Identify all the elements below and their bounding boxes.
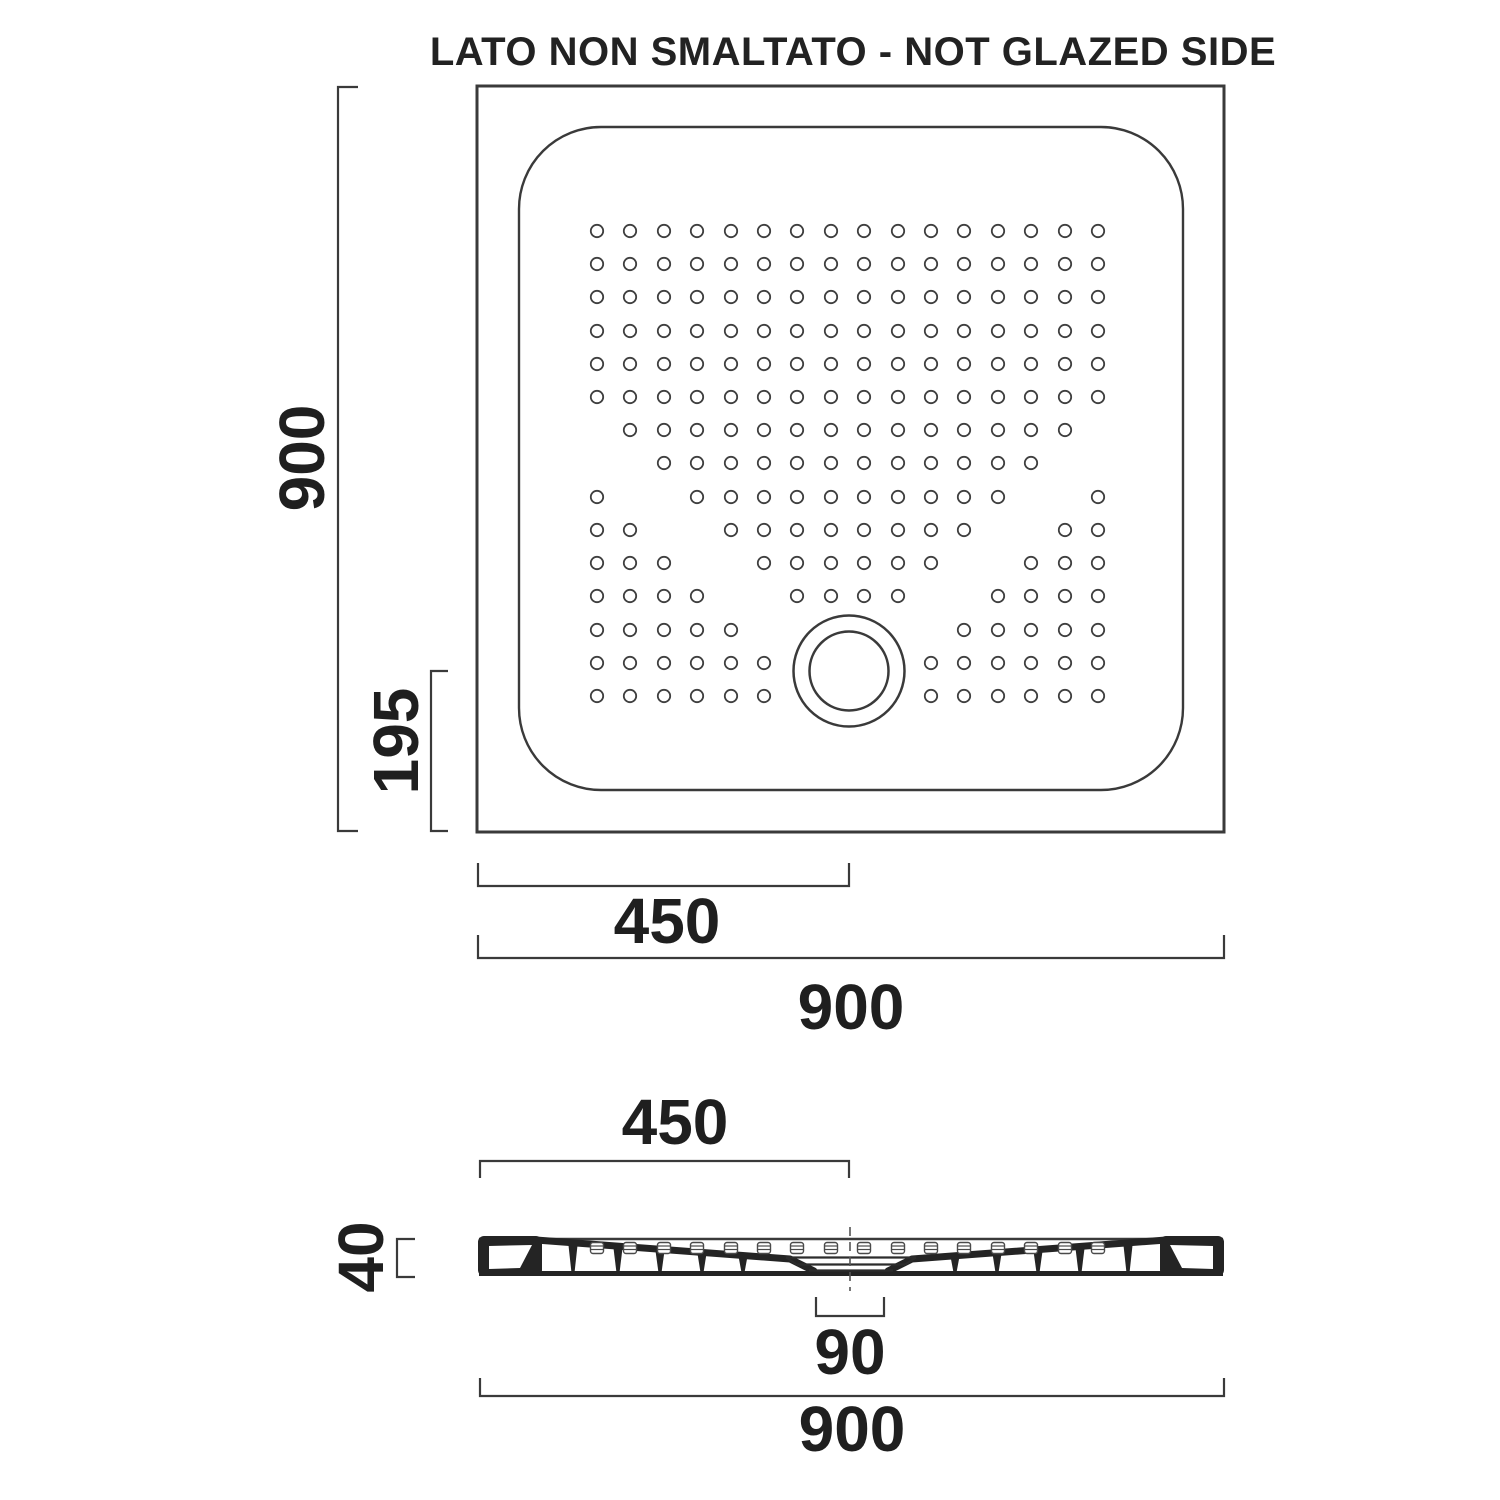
anti-slip-dot [624,391,636,403]
anti-slip-dot [691,491,703,503]
anti-slip-dot [958,424,970,436]
dim-top-left-height [266,87,358,831]
anti-slip-dot [958,657,970,669]
coil-mark [892,1243,905,1254]
anti-slip-dot [1025,557,1037,569]
anti-slip-dot [591,358,603,370]
section-coil-marks [591,1243,1105,1254]
anti-slip-dot [1059,325,1071,337]
anti-slip-dot [1092,657,1104,669]
coil-mark [858,1243,871,1254]
tray-inner-edge [519,127,1183,790]
anti-slip-dot [992,358,1004,370]
anti-slip-dot [825,424,837,436]
anti-slip-dot [758,457,770,469]
anti-slip-dot [758,391,770,403]
anti-slip-dot [758,325,770,337]
anti-slip-dot [791,557,803,569]
anti-slip-dot [892,424,904,436]
anti-slip-dot [825,491,837,503]
anti-slip-dot [758,358,770,370]
drawing-title: LATO NON SMALTATO - NOT GLAZED SIDE [429,30,1277,74]
anti-slip-dot [992,391,1004,403]
anti-slip-dot [992,325,1004,337]
anti-slip-dot [1025,690,1037,702]
anti-slip-dot [725,457,737,469]
anti-slip-dot [925,690,937,702]
anti-slip-dot [791,491,803,503]
anti-slip-dot [591,391,603,403]
anti-slip-dot [858,358,870,370]
anti-slip-dot [892,590,904,602]
dim-top-drain-offset [360,671,448,831]
coil-mark [825,1243,838,1254]
anti-slip-dot [691,358,703,370]
dim-label-900-section: 900 [798,1393,906,1465]
section-rib [950,1254,960,1272]
anti-slip-dot [1025,657,1037,669]
anti-slip-dot [624,590,636,602]
anti-slip-dot [725,657,737,669]
anti-slip-dot [858,424,870,436]
anti-slip-dot [1059,358,1071,370]
anti-slip-dot [691,325,703,337]
anti-slip-dot [892,524,904,536]
anti-slip-dot [925,657,937,669]
anti-slip-dot [725,258,737,270]
anti-slip-dot [691,258,703,270]
section-rib [1123,1241,1133,1272]
anti-slip-dot [958,457,970,469]
anti-slip-dot [925,424,937,436]
anti-slip-dot [925,258,937,270]
anti-slip-dot [858,457,870,469]
anti-slip-dot [658,325,670,337]
anti-slip-dot [825,291,837,303]
anti-slip-dot [958,225,970,237]
dim-top-width [478,935,1224,1043]
anti-slip-dot [758,524,770,536]
anti-slip-dot [658,657,670,669]
anti-slip-dot [858,291,870,303]
anti-slip-dot [1092,291,1104,303]
dim-label-40: 40 [325,1221,397,1293]
anti-slip-dot [958,291,970,303]
anti-slip-dot [691,690,703,702]
anti-slip-dot [925,358,937,370]
anti-slip-dot [624,657,636,669]
anti-slip-dot [1025,424,1037,436]
anti-slip-dot [791,590,803,602]
anti-slip-dot [691,391,703,403]
anti-slip-dot [1025,325,1037,337]
anti-slip-dot [925,391,937,403]
dim-section-half-width [480,1086,849,1178]
anti-slip-dot [1025,258,1037,270]
anti-slip-dot [992,590,1004,602]
anti-slip-dot [992,258,1004,270]
anti-slip-dot [1092,225,1104,237]
coil-mark [624,1243,637,1254]
anti-slip-dot [992,291,1004,303]
anti-slip-dot [825,391,837,403]
anti-slip-dot [958,325,970,337]
anti-slip-dot [825,225,837,237]
anti-slip-dot [892,291,904,303]
anti-slip-dot [658,690,670,702]
anti-slip-dot [1059,590,1071,602]
anti-slip-dot [992,657,1004,669]
anti-slip-dot [925,524,937,536]
anti-slip-dot [1025,391,1037,403]
anti-slip-dot [992,457,1004,469]
coil-mark [1059,1243,1072,1254]
anti-slip-dot [958,690,970,702]
anti-slip-dot [624,524,636,536]
anti-slip-dot [725,690,737,702]
anti-slip-dot [1059,424,1071,436]
anti-slip-dot [825,590,837,602]
anti-slip-dot [624,258,636,270]
anti-slip-dot [825,258,837,270]
anti-slip-dot [791,424,803,436]
anti-slip-dot [624,690,636,702]
anti-slip-dot [591,258,603,270]
tray-outer-edge [477,86,1224,832]
anti-slip-dot [1092,258,1104,270]
anti-slip-dot [825,524,837,536]
anti-slip-dot [791,325,803,337]
anti-slip-dot [758,291,770,303]
coil-mark [591,1243,604,1254]
anti-slip-dot [892,325,904,337]
section-rib [738,1253,748,1272]
anti-slip-dot [691,291,703,303]
anti-slip-dot [758,491,770,503]
anti-slip-dot [725,491,737,503]
section-left-rim [478,1236,542,1276]
top-view [477,86,1224,832]
coil-mark [758,1243,771,1254]
dim-label-195: 195 [360,687,432,795]
anti-slip-dot [1059,258,1071,270]
anti-slip-dot [1059,225,1071,237]
coil-mark [725,1243,738,1254]
anti-slip-dot [958,358,970,370]
anti-slip-dot [791,358,803,370]
anti-slip-dot [858,557,870,569]
dim-label-900-top: 900 [797,971,905,1043]
anti-slip-dot [624,557,636,569]
anti-slip-dot [591,291,603,303]
anti-slip-dot [691,225,703,237]
anti-slip-dot [658,457,670,469]
anti-slip-dot [591,690,603,702]
anti-slip-dot [858,491,870,503]
anti-slip-dot [992,624,1004,636]
anti-slip-dot [758,557,770,569]
anti-slip-dot [591,657,603,669]
section-left-slope [536,1240,814,1271]
anti-slip-dot [1092,624,1104,636]
anti-slip-dot [591,624,603,636]
anti-slip-dot [825,557,837,569]
anti-slip-dot [658,258,670,270]
anti-slip-dot [992,225,1004,237]
anti-slip-dot [1092,391,1104,403]
anti-slip-dot [1025,225,1037,237]
anti-slip-dot [791,457,803,469]
anti-slip-dot [658,624,670,636]
anti-slip-dot [892,358,904,370]
anti-slip-dot [758,258,770,270]
anti-slip-dot [591,225,603,237]
anti-slip-dot [892,225,904,237]
anti-slip-dot [725,325,737,337]
dim-label-height-900: 900 [266,404,338,512]
coil-mark [958,1243,971,1254]
anti-slip-dot [1092,690,1104,702]
anti-slip-dot [624,424,636,436]
anti-slip-dot [992,690,1004,702]
anti-slip-dot [1025,624,1037,636]
anti-slip-dot [725,391,737,403]
anti-slip-dot [691,624,703,636]
anti-slip-dot [1092,590,1104,602]
anti-slip-dot [1092,358,1104,370]
anti-slip-dot [958,624,970,636]
anti-slip-dot [658,291,670,303]
anti-slip-dot [591,491,603,503]
anti-slip-dot [725,524,737,536]
anti-slip-dot [1025,590,1037,602]
anti-slip-dot [1059,690,1071,702]
section-rib [568,1241,578,1272]
anti-slip-dot [591,557,603,569]
anti-slip-dot [1025,457,1037,469]
anti-slip-dot [791,291,803,303]
coil-mark [1025,1243,1038,1254]
anti-slip-dot [725,291,737,303]
anti-slip-dot [691,657,703,669]
anti-slip-dot [1092,557,1104,569]
anti-slip-dot [925,491,937,503]
coil-mark [691,1243,704,1254]
anti-slip-dot [858,225,870,237]
dim-section-width [480,1378,1224,1465]
anti-slip-dot [892,557,904,569]
anti-slip-dot [958,391,970,403]
anti-slip-dot [992,491,1004,503]
anti-slip-dot [591,590,603,602]
dim-section-drain-width [814,1297,885,1388]
anti-slip-dot [858,524,870,536]
anti-slip-dot [1092,325,1104,337]
anti-slip-dot [958,258,970,270]
anti-slip-dot [1059,291,1071,303]
anti-slip-dot [825,457,837,469]
anti-slip-dot [1092,524,1104,536]
anti-slip-dot [791,391,803,403]
coil-mark [1092,1243,1105,1254]
anti-slip-dot [725,358,737,370]
anti-slip-dot [791,524,803,536]
coil-mark [658,1243,671,1254]
anti-slip-dot [658,391,670,403]
anti-slip-dot [958,491,970,503]
anti-slip-dot [892,258,904,270]
anti-slip-dot [658,358,670,370]
anti-slip-dot [858,258,870,270]
coil-mark [992,1243,1005,1254]
anti-slip-dot [925,291,937,303]
dim-section-height [325,1221,415,1292]
anti-slip-dot [791,225,803,237]
anti-slip-dot [658,557,670,569]
anti-slip-dot [624,291,636,303]
anti-slip-dot [591,325,603,337]
anti-slip-dot [1059,657,1071,669]
anti-slip-dot [925,557,937,569]
anti-slip-dot [691,424,703,436]
anti-slip-dot [691,590,703,602]
anti-slip-dot [758,657,770,669]
section-rib [613,1244,623,1272]
anti-slip-dot [624,325,636,337]
anti-slip-dot [858,590,870,602]
dim-label-90: 90 [814,1316,886,1388]
anti-slip-dot [725,624,737,636]
anti-slip-dot [958,524,970,536]
anti-slip-dot [1092,491,1104,503]
anti-slip-dot [892,457,904,469]
anti-slip-dot [1025,358,1037,370]
dim-top-drain-x [478,863,849,957]
anti-slip-dot [892,491,904,503]
drain-inner-circle [810,632,889,711]
anti-slip-dot [624,624,636,636]
anti-slip-dot [658,225,670,237]
anti-slip-dot [758,424,770,436]
coil-mark [925,1243,938,1254]
anti-slip-dot [624,358,636,370]
anti-slip-dot [591,524,603,536]
anti-slip-dot [1059,557,1071,569]
anti-slip-dot [1059,391,1071,403]
anti-slip-dot [892,391,904,403]
anti-slip-dot [725,424,737,436]
section-right-rim [1160,1236,1224,1276]
dim-label-450-top: 450 [613,885,721,957]
anti-slip-dot [925,457,937,469]
anti-slip-dot [825,358,837,370]
anti-slip-dot [992,424,1004,436]
anti-slip-dot [858,391,870,403]
section-view [478,1227,1224,1291]
anti-slip-dot [691,457,703,469]
anti-slip-dot [1025,291,1037,303]
anti-slip-dot [825,325,837,337]
anti-slip-dot [925,225,937,237]
anti-slip-dot [1059,624,1071,636]
anti-slip-dot [658,590,670,602]
anti-slip-dot [1059,524,1071,536]
anti-slip-dot [758,225,770,237]
anti-slip-dot [925,325,937,337]
coil-mark [791,1243,804,1254]
anti-slip-dot [858,325,870,337]
anti-slip-dot [624,225,636,237]
anti-slip-dot [725,225,737,237]
anti-slip-dot [758,690,770,702]
section-rib [1075,1244,1085,1272]
anti-slip-dot [658,424,670,436]
anti-slip-dot [791,258,803,270]
dim-label-450-section: 450 [621,1086,729,1158]
